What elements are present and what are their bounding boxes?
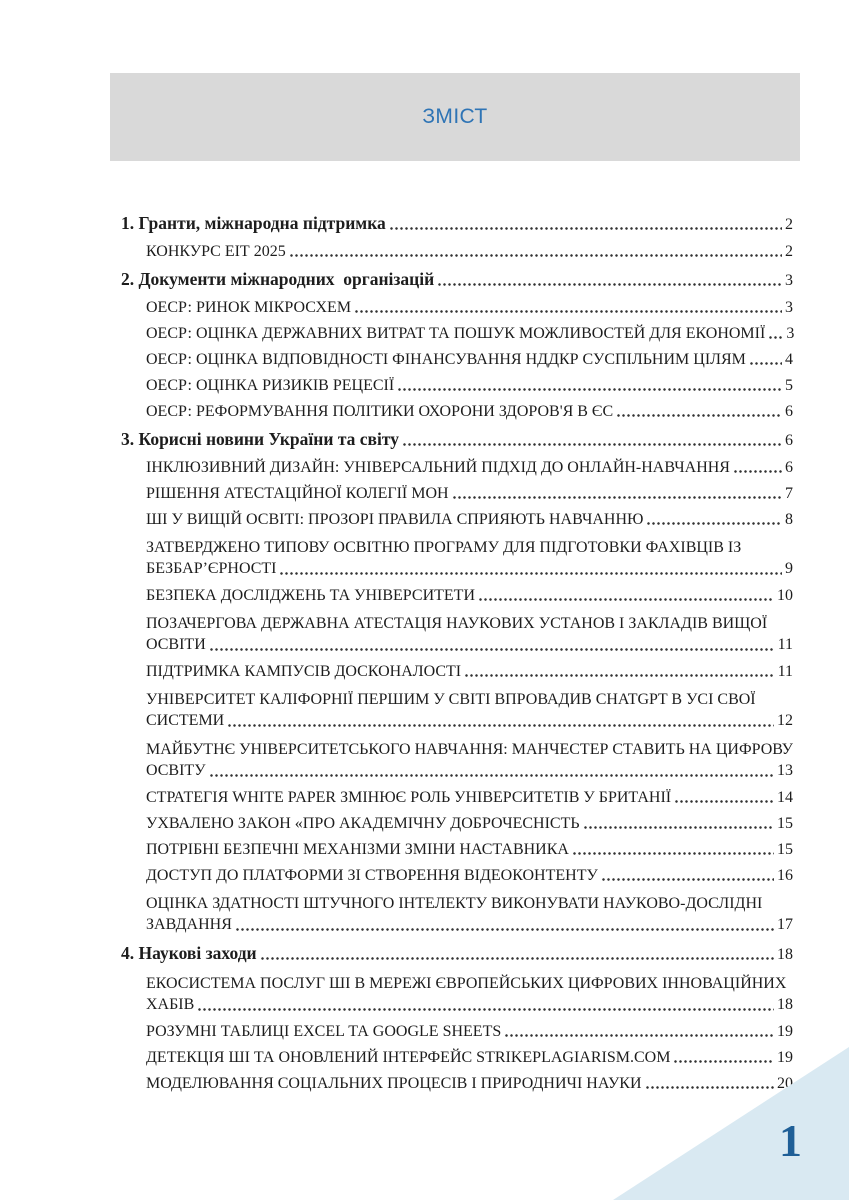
toc-item-entry[interactable] (146, 243, 793, 261)
toc-item-entry[interactable] (146, 1023, 793, 1041)
dotted-leader (390, 227, 782, 230)
dotted-leader (398, 388, 782, 391)
toc-entry-label: ПОЗАЧЕРГОВА ДЕРЖАВНА АТЕСТАЦІЯ НАУКОВИХ УСТАНОВ І ЗАКЛАДІВ ВИЩОЇ (146, 615, 768, 632)
toc-item-entry[interactable] (146, 537, 793, 579)
dotted-leader (479, 598, 774, 601)
toc-entry-label-continued: ХАБІВ (146, 996, 195, 1013)
toc-item-entry[interactable] (146, 1049, 793, 1067)
dotted-leader (236, 928, 774, 931)
toc-page-number: 11 (777, 636, 793, 653)
dotted-leader (573, 852, 774, 855)
dotted-leader (465, 674, 774, 677)
toc-entry-label: МОДЕЛЮВАННЯ СОЦІАЛЬНИХ ПРОЦЕСІВ І ПРИРОДНИЧІ НАУКИ (146, 1075, 642, 1092)
toc-page-number: 6 (785, 432, 793, 449)
toc-entry-label-continued: БЕЗБАР’ЄРНОСТІ (146, 560, 277, 577)
toc-item-entry[interactable] (146, 973, 793, 1015)
toc-entry-label: ОЕСР: ОЦІНКА ВІДПОВІДНОСТІ ФІНАНСУВАННЯ НДДКР СУСПІЛЬНИМ ЦІЛЯМ (146, 351, 746, 368)
toc-entry-label-continued: ОСВІТИ (146, 636, 206, 653)
toc-entry-label: ОЕСР: ОЦІНКА ДЕРЖАВНИХ ВИТРАТ ТА ПОШУК МОЖЛИВОСТЕЙ ДЛЯ ЕКОНОМІЇ (146, 325, 766, 342)
dotted-leader (734, 470, 782, 473)
toc-section-entry[interactable] (121, 213, 793, 235)
dotted-leader (198, 1008, 774, 1011)
dotted-leader (769, 336, 783, 339)
toc-entry-label: ІНКЛЮЗИВНИЙ ДИЗАЙН: УНІВЕРСАЛЬНИЙ ПІДХІД ДО ОНЛАЙН-НАВЧАННЯ (146, 459, 730, 476)
toc-item-entry[interactable] (146, 739, 793, 781)
toc-section-entry[interactable] (121, 943, 793, 965)
dotted-leader (290, 254, 782, 257)
toc-entry-label: ОЦІНКА ЗДАТНОСТІ ШТУЧНОГО ІНТЕЛЕКТУ ВИКОНУВАТИ НАУКОВО-ДОСЛІДНІ (146, 895, 763, 912)
toc-item-entry[interactable] (146, 351, 793, 369)
toc-item-entry[interactable] (146, 867, 793, 885)
contents-title: ЗМІСТ (422, 105, 488, 128)
toc-item-entry[interactable] (146, 689, 793, 731)
dotted-leader (280, 572, 782, 575)
dotted-leader (210, 774, 774, 777)
toc-item-entry[interactable] (146, 841, 793, 859)
toc-page-number: 2 (785, 243, 793, 260)
toc-entry-label: ПІДТРИМКА КАМПУСІВ ДОСКОНАЛОСТІ (146, 663, 462, 680)
dotted-leader (647, 522, 782, 525)
toc-item-entry[interactable] (146, 377, 793, 395)
toc-item-entry[interactable] (146, 893, 793, 935)
toc-page-number: 18 (777, 946, 793, 963)
dotted-leader (403, 443, 782, 446)
toc-page-number: 3 (785, 299, 793, 316)
toc-page-number: 10 (777, 587, 793, 604)
toc-section-entry[interactable] (121, 269, 793, 291)
toc-item-entry[interactable] (146, 789, 793, 807)
toc-page-number: 18 (777, 996, 793, 1013)
page-number: 1 (779, 1115, 802, 1166)
toc-entry-label: РІШЕННЯ АТЕСТАЦІЙНОЇ КОЛЕГІЇ МОН (146, 485, 449, 502)
toc-entry-label: РОЗУМНІ ТАБЛИЦІ EXCEL ТА GOOGLE SHEETS (146, 1023, 502, 1040)
toc-entry-label: КОНКУРС ЕІТ 2025 (146, 243, 286, 260)
contents-header-box (110, 73, 800, 161)
toc-item-entry[interactable] (146, 663, 793, 681)
toc-entry-label: ДЕТЕКЦІЯ ШІ ТА ОНОВЛЕНИЙ ІНТЕРФЕЙС STRIKEPLAGIARISM.COM (146, 1049, 671, 1066)
toc-entry-label: ОЕСР: ОЦІНКА РИЗИКІВ РЕЦЕСІЇ (146, 377, 395, 394)
dotted-leader (617, 414, 782, 417)
toc-page-number: 6 (785, 459, 793, 476)
toc-page-number: 5 (785, 377, 793, 394)
toc-page-number: 15 (777, 815, 793, 832)
toc-item-entry[interactable] (146, 299, 793, 317)
toc-entry-label: ОЕСР: РИНОК МІКРОСХЕМ (146, 299, 352, 316)
toc-entry-label: ПОТРІБНІ БЕЗПЕЧНІ МЕХАНІЗМИ ЗМІНИ НАСТАВНИКА (146, 841, 569, 858)
toc-entry-label: УХВАЛЕНО ЗАКОН «ПРО АКАДЕМІЧНУ ДОБРОЧЕСНІСТЬ (146, 815, 580, 832)
toc-page-number: 3 (785, 272, 793, 289)
toc-entry-label: УНІВЕРСИТЕТ КАЛІФОРНІЇ ПЕРШИМ У СВІТІ ВПРОВАДИВ CHATGPT В УСІ СВОЇ (146, 691, 756, 708)
dotted-leader (675, 800, 774, 803)
toc-entry-label-continued: ЗАВДАННЯ (146, 916, 232, 933)
toc-entry-label: 2. Документи міжнародних організацій (121, 269, 435, 289)
toc-entry-label: 1. Гранти, міжнародна підтримка (121, 213, 386, 233)
toc-entry-label: СТРАТЕГІЯ WHITE PAPER ЗМІНЮЄ РОЛЬ УНІВЕРСИТЕТІВ У БРИТАНІЇ (146, 789, 672, 806)
toc-entry-label: ЗАТВЕРДЖЕНО ТИПОВУ ОСВІТНЮ ПРОГРАМУ ДЛЯ ПІДГОТОВКИ ФАХІВЦІВ ІЗ (146, 539, 742, 556)
dotted-leader (210, 648, 775, 651)
toc-page-number: 15 (777, 841, 793, 858)
dotted-leader (505, 1034, 774, 1037)
dotted-leader (674, 1060, 774, 1063)
toc-page-number: 19 (777, 1023, 793, 1040)
toc-entry-label: ОЕСР: РЕФОРМУВАННЯ ПОЛІТИКИ ОХОРОНИ ЗДОРОВ'Я В ЄС (146, 403, 614, 420)
toc-page-number: 16 (777, 867, 793, 884)
dotted-leader (602, 878, 774, 881)
toc-item-entry[interactable] (146, 587, 793, 605)
dotted-leader (261, 957, 774, 960)
toc-item-entry[interactable] (146, 613, 793, 655)
toc-entry-label: ШІ У ВИЩІЙ ОСВІТІ: ПРОЗОРІ ПРАВИЛА СПРИЯЮТЬ НАВЧАННЮ (146, 511, 644, 528)
toc-page-number: 2 (785, 216, 793, 233)
dotted-leader (750, 362, 782, 365)
toc-entry-label: ДОСТУП ДО ПЛАТФОРМИ ЗІ СТВОРЕННЯ ВІДЕОКОНТЕНТУ (146, 867, 598, 884)
toc-item-entry[interactable] (146, 815, 793, 833)
dotted-leader (438, 283, 782, 286)
dotted-leader (355, 310, 782, 313)
toc-page-number: 3 (786, 325, 795, 342)
toc-entry-label: ЕКОСИСТЕМА ПОСЛУГ ШІ В МЕРЕЖІ ЄВРОПЕЙСЬКИХ ЦИФРОВИХ ІННОВАЦІЙНИХ (146, 975, 787, 992)
toc-item-entry[interactable] (146, 511, 793, 529)
toc-entry-label: БЕЗПЕКА ДОСЛІДЖЕНЬ ТА УНІВЕРСИТЕТИ (146, 587, 475, 604)
toc-page-number: 8 (785, 511, 793, 528)
toc-entry-label: 4. Наукові заходи (121, 943, 257, 963)
toc-page-number: 14 (777, 789, 793, 806)
toc-entry-label-continued: СИСТЕМИ (146, 712, 225, 729)
toc-item-entry[interactable] (146, 325, 793, 343)
toc-page-number: 11 (777, 663, 793, 680)
toc-page-number: 4 (785, 351, 793, 368)
toc-item-entry[interactable] (146, 485, 793, 503)
toc-page-number: 6 (785, 403, 793, 420)
toc-page-number: 20 (777, 1075, 793, 1092)
toc-page-number: 19 (777, 1049, 793, 1066)
toc-list (121, 207, 793, 1101)
dotted-leader (228, 724, 774, 727)
toc-entry-label-continued: ОСВІТУ (146, 762, 206, 779)
toc-section-entry[interactable] (121, 429, 793, 451)
toc-entry-label: МАЙБУТНЄ УНІВЕРСИТЕТСЬКОГО НАВЧАННЯ: МАНЧЕСТЕР СТАВИТЬ НА ЦИФРОВУ (146, 741, 793, 758)
dotted-leader (584, 826, 774, 829)
dotted-leader (453, 496, 782, 499)
toc-item-entry[interactable] (146, 1075, 793, 1093)
toc-entry-label: 3. Корисні новини України та світу (121, 429, 399, 449)
toc-page-number: 17 (777, 916, 793, 933)
toc-page-number: 12 (777, 712, 793, 729)
dotted-leader (646, 1086, 774, 1089)
toc-page-number: 7 (785, 485, 793, 502)
toc-page-number: 9 (785, 560, 793, 577)
toc-page-number: 13 (777, 762, 793, 779)
toc-item-entry[interactable] (146, 459, 793, 477)
toc-item-entry[interactable] (146, 403, 793, 421)
